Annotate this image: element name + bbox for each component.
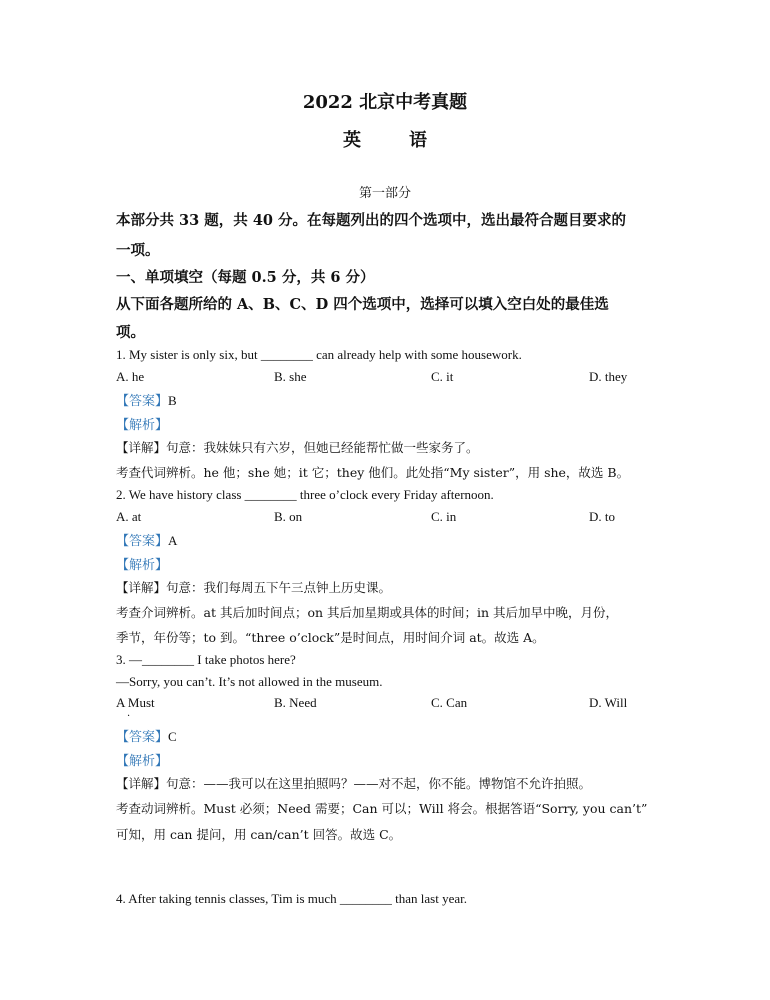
question-2-analysis	[116, 554, 168, 573]
question-2-option-d: D. to	[589, 509, 615, 524]
question-1-option-a: A. he	[116, 369, 145, 384]
intro-line-1: 本部分共 33 题，共 40 分。在每题列出的四个选项中，选出最符合题目要求的	[116, 212, 627, 229]
question-1-option-d: D. they	[589, 369, 628, 384]
analysis-label: 【解析】	[116, 418, 169, 433]
detail-text: 句意：——我可以在这里拍照吗？——对不起，你不能。博物馆不允许拍照。	[166, 776, 592, 791]
question-2-option-a: A. at	[116, 509, 142, 524]
answer-label: 【答案】	[116, 730, 169, 745]
question-1-option-b: B. she	[274, 369, 307, 384]
analysis-label: 【解析】	[116, 558, 169, 573]
question-3-stem: 3. —________ I take photos here?	[116, 652, 296, 667]
question-3-option-d: D. Will	[589, 695, 628, 710]
subject-char-2: 语	[409, 130, 427, 151]
answer-value: C	[168, 729, 177, 744]
detail-text: 句意：我们每周五下午三点钟上历史课。	[166, 580, 392, 595]
question-2-stem: 2. We have history class ________ three o’clock every Friday afternoon.	[116, 487, 494, 502]
question-2-detail-3: 季节，年份等；to 到。“three o’clock”是时间点，用时间介词 at。故选 A。	[116, 630, 545, 645]
question-2-detail-2: 考查介词辨析。at 其后加时间点；on 其后加星期或具体的时间；in 其后加早中晚，月份，	[116, 605, 619, 620]
question-3-option-a: A Must	[116, 695, 155, 710]
question-3-answer	[116, 726, 177, 745]
question-3-detail-1	[116, 774, 591, 792]
section-heading: 一、单项填空（每题 0.5 分，共 6 分）	[116, 269, 375, 286]
question-3-detail-3: 可知，用 can 提问，用 can/can’t 回答。故选 C。	[116, 827, 402, 842]
option-dot-mark: ·	[127, 711, 131, 722]
question-2-answer	[116, 530, 177, 549]
document-title: 2022 北京中考真题	[302, 92, 468, 113]
answer-value: A	[168, 533, 178, 548]
question-1-answer	[116, 390, 177, 409]
detail-label: 【详解】	[116, 776, 167, 791]
question-1-option-c: C. it	[431, 369, 454, 384]
question-1-detail-1	[116, 438, 479, 456]
question-3-analysis	[116, 750, 168, 769]
answer-value: B	[168, 393, 177, 408]
instruction-line-1: 从下面各题所给的 A、B、C、D 四个选项中，选择可以填入空白处的最佳选	[116, 296, 609, 313]
analysis-label: 【解析】	[116, 754, 169, 769]
question-3-detail-2: 考查动词辨析。Must 必须；Need 需要；Can 可以；Will 将会。根据答语“Sorry, you can’t”	[116, 801, 648, 816]
question-2-option-c: C. in	[431, 509, 457, 524]
question-3-reply: —Sorry, you can’t. It’s not allowed in the museum.	[116, 674, 383, 689]
subject-heading	[0, 126, 770, 152]
question-2-detail-1	[116, 578, 391, 596]
instruction-line-2: 项。	[116, 324, 145, 341]
question-1-stem: 1. My sister is only six, but ________ can already help with some housework.	[116, 347, 522, 362]
question-1-detail-2: 考查代词辨析。he 他；she 她；it 它；they 他们。此处指“My sister”，用 she，故选 B。	[116, 465, 630, 480]
question-3-option-b: B. Need	[274, 695, 317, 710]
question-4-stem: 4. After taking tennis classes, Tim is much ________ than last year.	[116, 891, 467, 906]
question-2-option-b: B. on	[274, 509, 303, 524]
question-3-option-c: C. Can	[431, 695, 468, 710]
question-1-analysis	[116, 414, 168, 433]
subject-char-1: 英	[343, 130, 361, 151]
part-heading: 第一部分	[358, 186, 411, 201]
detail-text: 句意：我妹妹只有六岁，但她已经能帮忙做一些家务了。	[166, 440, 479, 455]
detail-label: 【详解】	[116, 440, 167, 455]
answer-label: 【答案】	[116, 534, 169, 549]
answer-label: 【答案】	[116, 394, 169, 409]
intro-line-2: 一项。	[116, 242, 160, 259]
detail-label: 【详解】	[116, 580, 167, 595]
